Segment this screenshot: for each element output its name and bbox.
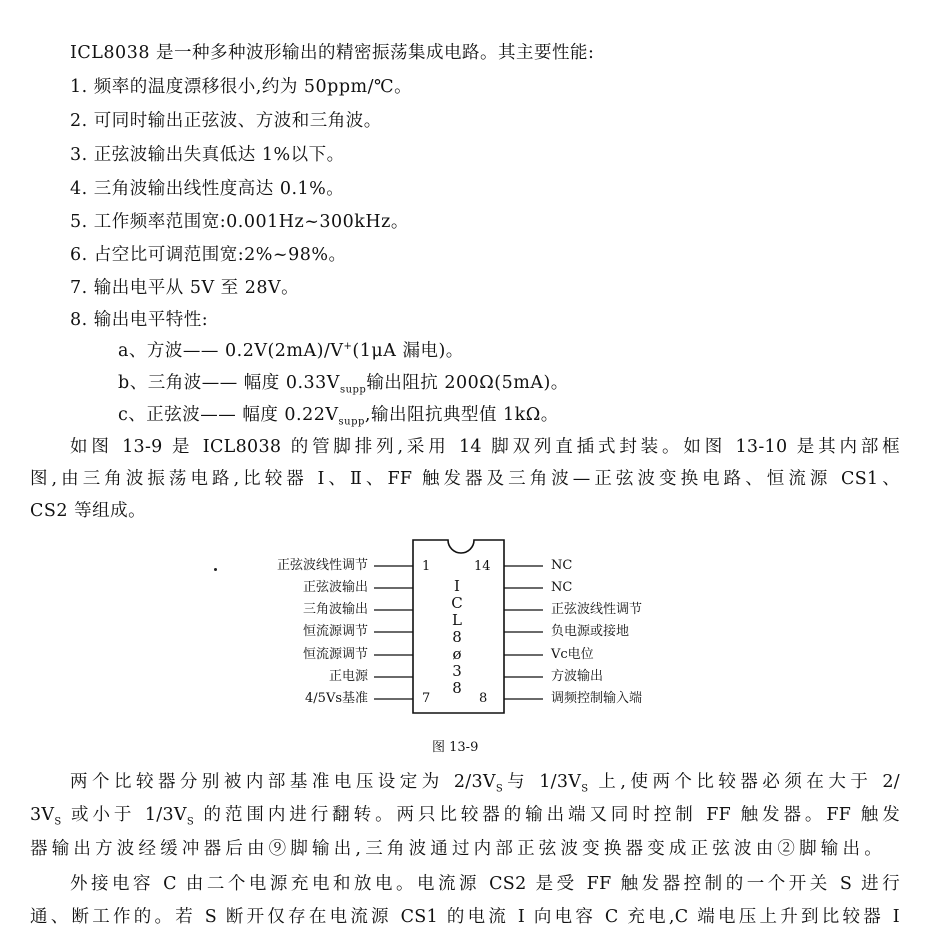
supp-sub: supp bbox=[338, 416, 365, 428]
chip-label-char: C bbox=[451, 594, 463, 612]
para3-line2: 通、断工作的。若 S 断开仅存在电流源 CS1 的电流 I 向电容 C 充电,C 端电压上升到比较器 I bbox=[30, 907, 900, 927]
para2-text: 3V bbox=[30, 805, 55, 825]
para2-text: 的范围内进行翻转。两只比较器的输出端又同时控制 FF 触发器。FF 触发 bbox=[194, 805, 900, 825]
pin-number-7: 7 bbox=[422, 691, 431, 706]
pin-label-1: 正弦波线性调节 bbox=[276, 558, 368, 573]
pin-label-10: Vc电位 bbox=[551, 647, 594, 662]
vs-sub: S bbox=[495, 783, 503, 795]
chip-label-char: L bbox=[452, 611, 462, 629]
pin-label-2: 正弦波输出 bbox=[302, 580, 368, 595]
figure-caption: 图 13-9 bbox=[432, 740, 479, 755]
pin-label-9: 方波输出 bbox=[551, 669, 604, 684]
para2-text: 两个比较器分别被内部基准电压设定为 2/3V bbox=[70, 772, 496, 792]
feature-2: 2. 可同时输出正弦波、方波和三角波。 bbox=[70, 111, 382, 131]
sub-feature-b-text-2: 输出阻抗 200Ω(5mA)。 bbox=[366, 373, 569, 393]
pin-label-11: 负电源或接地 bbox=[551, 624, 630, 639]
pin-label-6: 正电源 bbox=[328, 669, 368, 684]
intro-title: ICL8038 是一种多种波形输出的精密振荡集成电路。其主要性能: bbox=[70, 43, 595, 63]
pin-number-8: 8 bbox=[479, 691, 488, 706]
para2-text: 或小于 1/3V bbox=[61, 805, 187, 825]
sub-feature-a-text: a、方波—— 0.2V(2mA)/V bbox=[118, 341, 344, 361]
para1-line2: 图,由三角波振荡电路,比较器 Ⅰ、Ⅱ、FF 触发器及三角波—正弦波变换电路、恒流源 CS1、 bbox=[30, 469, 900, 489]
chip-label-char: 8 bbox=[452, 628, 462, 646]
v-plus-sup: + bbox=[343, 341, 353, 353]
sub-feature-b-text: b、三角波—— 幅度 0.33V bbox=[118, 373, 340, 393]
pin-label-13: NC bbox=[551, 580, 573, 595]
chip-label-char: ø bbox=[452, 645, 462, 663]
para1-line1: 如图 13-9 是 ICL8038 的管脚排列,采用 14 脚双列直插式封装。如图 13-10 是其内部框 bbox=[70, 437, 900, 457]
pin-label-5: 恒流源调节 bbox=[302, 647, 368, 662]
feature-4: 4. 三角波输出线性度高达 0.1%。 bbox=[70, 179, 345, 199]
para2-line2 bbox=[30, 804, 900, 826]
feature-1: 1. 频率的温度漂移很小,约为 50ppm/℃。 bbox=[70, 77, 413, 97]
sub-feature-c-text-2: ,输出阻抗典型值 1kΩ。 bbox=[364, 405, 559, 425]
pin-number-1: 1 bbox=[422, 559, 431, 574]
feature-5: 5. 工作频率范围宽:0.001Hz~300kHz。 bbox=[70, 212, 409, 232]
feature-3: 3. 正弦波输出失真低达 1%以下。 bbox=[70, 145, 345, 165]
para3-line1: 外接电容 C 由二个电源充电和放电。电流源 CS2 是受 FF 触发器控制的一个开关 S 进行 bbox=[70, 874, 900, 894]
feature-7: 7. 输出电平从 5V 至 28V。 bbox=[70, 278, 300, 298]
pin-label-14: NC bbox=[551, 558, 573, 573]
supp-sub: supp bbox=[339, 384, 367, 396]
pin-label-7: 4/5Vs基准 bbox=[305, 691, 368, 706]
para2-text: 上,使两个比较器必须在大于 2/ bbox=[588, 772, 900, 792]
para2-line1 bbox=[70, 771, 900, 793]
para2-line3: 器输出方波经缓冲器后由⑨脚输出,三角波通过内部正弦波变换器变成正弦波由②脚输出。 bbox=[30, 839, 882, 859]
sub-feature-a-text-2: (1μA 漏电)。 bbox=[352, 341, 464, 361]
sub-feature-c-text: c、正弦波—— 幅度 0.22V bbox=[118, 405, 339, 425]
pin-label-12: 正弦波线性调节 bbox=[551, 602, 643, 617]
para2-text: 与 1/3V bbox=[502, 772, 582, 792]
pin-label-4: 恒流源调节 bbox=[302, 624, 368, 639]
vs-sub: S bbox=[186, 816, 195, 828]
pin-number-14: 14 bbox=[474, 559, 491, 574]
pin-label-8: 调频控制输入端 bbox=[551, 691, 643, 706]
para1-line3: CS2 等组成。 bbox=[30, 501, 147, 521]
chip-label-char: 8 bbox=[452, 679, 462, 697]
chip-label-char: I bbox=[454, 577, 460, 595]
chip-label-char: 3 bbox=[452, 662, 462, 680]
pin-label-3: 三角波输出 bbox=[302, 602, 368, 617]
feature-6: 6. 占空比可调范围宽:2%~98%。 bbox=[70, 245, 347, 265]
vs-sub: S bbox=[54, 816, 62, 828]
feature-8: 8. 输出电平特性: bbox=[70, 310, 209, 330]
vs-sub: S bbox=[581, 783, 589, 795]
